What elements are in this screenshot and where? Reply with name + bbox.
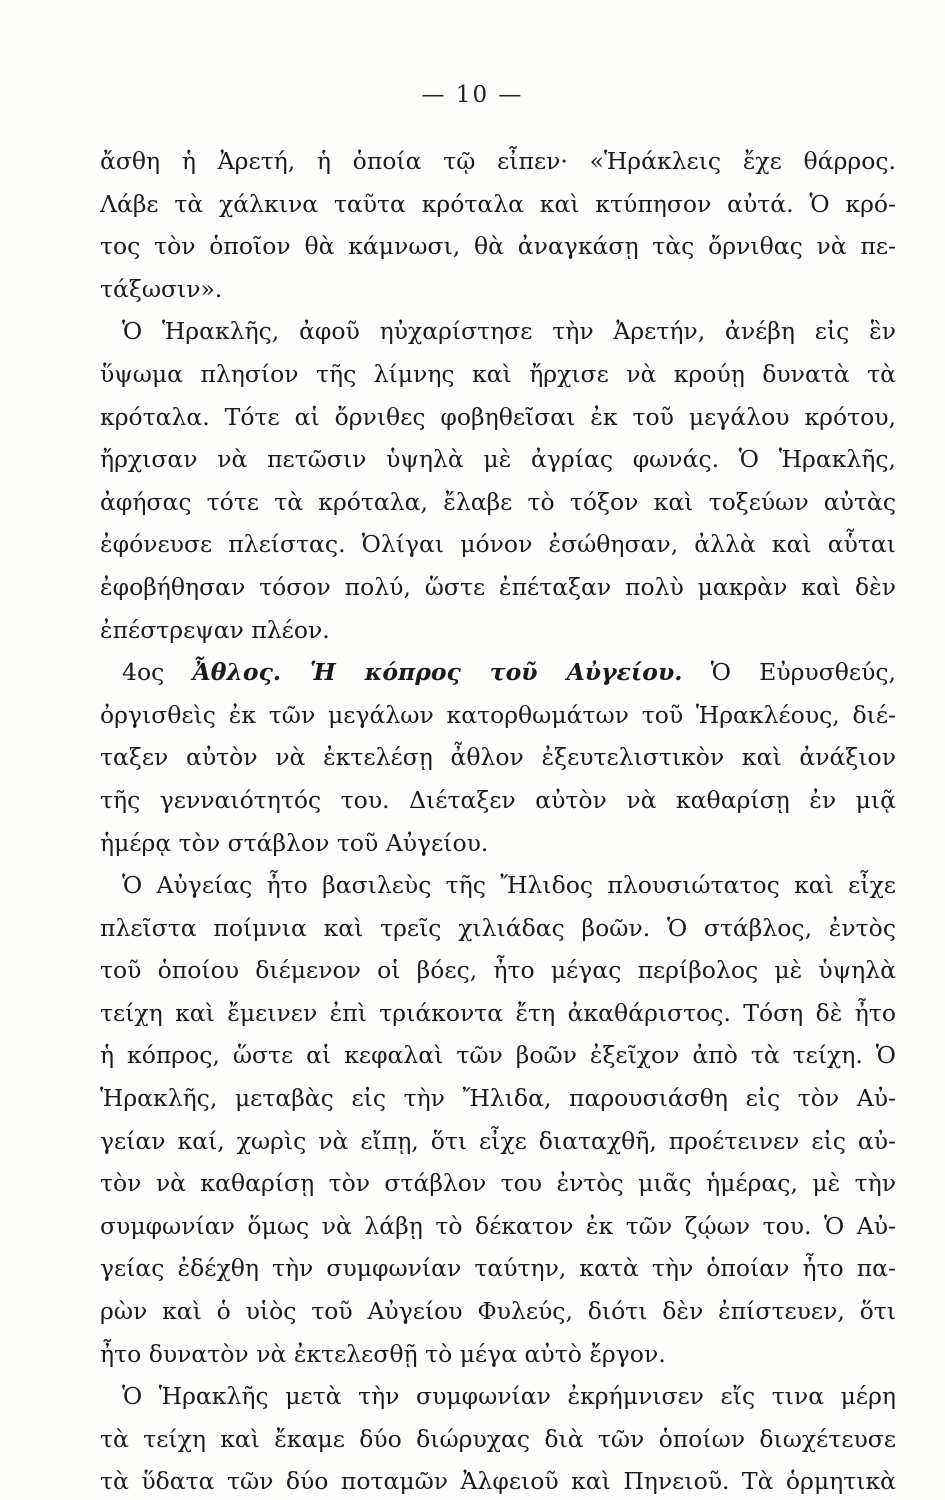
text-line: ἐφοβήθησαν τόσον πολύ, ὥστε ἐπέταξαν πολὺ μακρὰν καὶ δὲν	[100, 572, 896, 601]
text-line: Ἡρακλῆς, μεταβὰς εἰς τὴν Ἤλιδα, παρουσιάσθη εἰς τὸν Αὐ-	[100, 1084, 896, 1113]
text-line: κρόταλα. Τότε αἱ ὄρνιθες φοβηθεῖσαι ἐκ τοῦ μεγάλου κρότου,	[100, 402, 896, 431]
text-line: Λάβε τὰ χάλκινα ταῦτα κρόταλα καὶ κτύπησον αὐτά. Ὁ κρό-	[100, 189, 896, 218]
text-line: τείχη καὶ ἔμεινεν ἐπὶ τριάκοντα ἔτη ἀκαθάριστος. Τόση δὲ ἦτο	[100, 998, 896, 1027]
page-number-header: — 10 —	[421, 82, 524, 108]
text-line: πλεῖστα ποίμνια καὶ τρεῖς χιλιάδας βοῶν. Ὁ στάβλος, ἐντὸς	[100, 913, 896, 942]
text-line: ἐπέστρεψαν πλέον.	[100, 615, 330, 644]
text-line: ἐφόνευσε πλείστας. Ὀλίγαι μόνον ἐσώθησαν, ἀλλὰ καὶ αὗται	[100, 530, 896, 559]
text-line: ἄσθη ἡ Ἀρετή, ἡ ὁποία τῷ εἶπεν· «Ἡράκλεις ἔχε θάρρος.	[100, 147, 896, 175]
text-line: ἤρχισαν νὰ πετῶσιν ὑψηλὰ μὲ ἀγρίας φωνάς. Ὁ Ἡρακλῆς,	[100, 445, 896, 474]
text-line: τὸν νὰ καθαρίσῃ τὸν στάβλον του ἐντὸς μιᾶς ἡμέρας, μὲ τὴν	[100, 1169, 896, 1198]
text-line: Ὁ Ἡρακλῆς μετὰ τὴν συμφωνίαν ἐκρήμνισεν εἴς τινα μέρη	[122, 1382, 896, 1411]
text-line: Ὁ Ἡρακλῆς, ἀφοῦ ηὐχαρίστησε τὴν Ἀρετήν, ἀνέβη εἰς ἓν	[122, 317, 896, 346]
text-line: τὰ ὕδατα τῶν δύο ποταμῶν Ἀλφειοῦ καὶ Πηνειοῦ. Τὰ ὁρμητικὰ	[100, 1467, 896, 1496]
text-line: ἡμέρᾳ τὸν στάβλον τοῦ Αὐγείου.	[100, 828, 489, 857]
text-line: ὕψωμα πλησίον τῆς λίμνης καὶ ἤρχισε νὰ κρούῃ δυνατὰ τὰ	[100, 359, 896, 388]
text-line: τάξωσιν».	[100, 274, 223, 303]
section-number: 4ος	[122, 658, 193, 687]
text-line: γείας ἐδέχθη τὴν συμφωνίαν ταύτην, κατὰ τὴν ὁποίαν ἦτο πα-	[100, 1254, 896, 1283]
text-line: τὰ τείχη καὶ ἔκαμε δύο διώρυχας διὰ τῶν ὁποίων διωχέτευσε	[100, 1424, 896, 1453]
text-line: Ὁ Αὐγείας ἦτο βασιλεὺς τῆς Ἤλιδος πλουσιώτατος καὶ εἶχε	[122, 871, 896, 900]
text-line: γείαν καί, χωρὶς νὰ εἴπῃ, ὅτι εἶχε διαταχθῆ, προέτεινεν εἰς αὐ-	[100, 1126, 896, 1155]
text-line: τοῦ ὁποίου διέμενον οἱ βόες, ἦτο μέγας περίβολος μὲ ὑψηλὰ	[100, 956, 896, 985]
text-line	[100, 651, 896, 694]
text-line: ἀφήσας τότε τὰ κρόταλα, ἔλαβε τὸ τόξον καὶ τοξεύων αὐτὰς	[100, 487, 896, 516]
text-line: ἡ κόπρος, ὥστε αἱ κεφαλαὶ τῶν βοῶν ἐξεῖχον ἀπὸ τὰ τείχη. Ὁ	[100, 1041, 896, 1070]
text-line: ταξεν αὐτὸν νὰ ἐκτελέσῃ ἆθλον ἐξευτελιστικὸν καὶ ἀνάξιον	[100, 743, 896, 772]
text-line: τος τὸν ὁποῖον θὰ κάμνωσι, θὰ ἀναγκάσῃ τὰς ὄρνιθας νὰ πε-	[100, 232, 896, 261]
body-text	[100, 140, 896, 1500]
text-line: ἦτο δυνατὸν νὰ ἐκτελεσθῇ τὸ μέγα αὐτὸ ἔργον.	[100, 1339, 666, 1368]
section-text: Ὁ Εὐρυσθεύς,	[682, 658, 896, 687]
text-line: τῆς γενναιότητός του. Διέταξεν αὐτὸν νὰ καθαρίσῃ ἐν μιᾷ	[100, 785, 896, 814]
text-line: συμφωνίαν ὅμως νὰ λάβῃ τὸ δέκατον ἐκ τῶν ζῴων του. Ὁ Αὐ-	[100, 1211, 896, 1240]
text-line: ὀργισθεὶς ἐκ τῶν μεγάλων κατορθωμάτων τοῦ Ἡρακλέους, διέ-	[100, 700, 896, 729]
section-heading: Ἆθλος. Ἡ κόπρος τοῦ Αὐγείου.	[192, 658, 683, 687]
text-line: ρὼν καὶ ὁ υἱὸς τοῦ Αὐγείου Φυλεύς, διότι δὲν ἐπίστευεν, ὅτι	[100, 1297, 896, 1326]
